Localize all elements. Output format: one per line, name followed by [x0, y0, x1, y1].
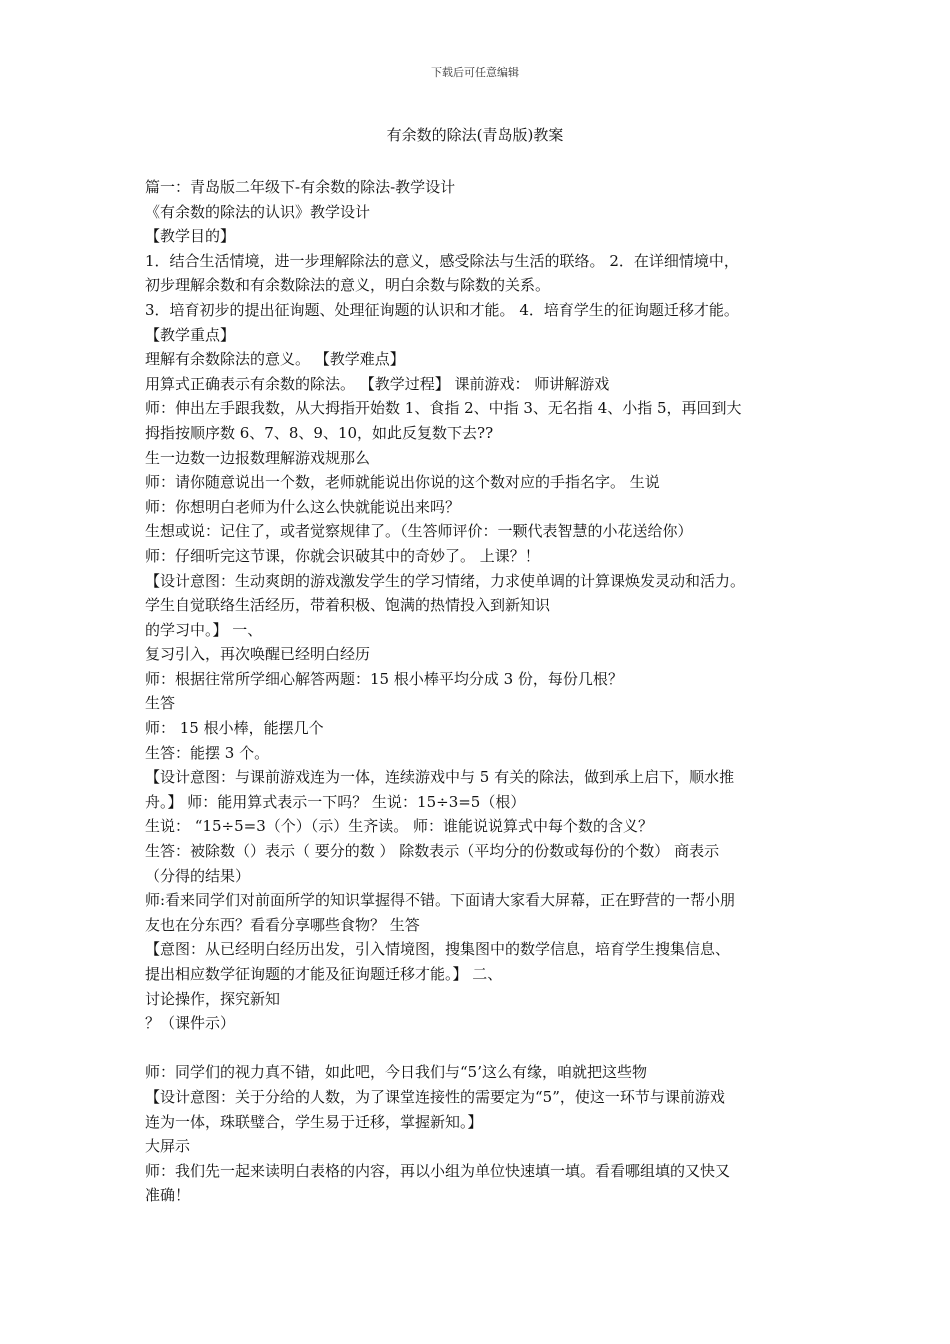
paragraph-line: 讨论操作，探究新知: [145, 989, 281, 1008]
paragraph-line: 生说： “15÷5=3（个）（示）生齐读。 师：谁能说说算式中每个数的含义？: [145, 817, 654, 836]
paragraph-line: 师：仔细听完这节课，你就会识破其中的奇妙了。 上课？！: [145, 546, 540, 565]
document-title: 有余数的除法(青岛版)教案: [386, 126, 564, 144]
paragraph-line: 师：同学们的视力真不错，如此吧，今日我们与“5’这么有缘，咱就把这些物: [145, 1063, 647, 1082]
paragraph-line: 【设计意图：生动爽朗的游戏激发学生的学习情绪，力求使单调的计算课焕发灵动和活力。: [145, 571, 746, 590]
paragraph-line: 【意图：从已经明白经历出发，引入情境图，搜集图中的数学信息，培育学生搜集信息、: [145, 940, 731, 959]
paragraph-line: 初步理解余数和有余数除法的意义，明白余数与除数的关系。: [145, 276, 551, 295]
paragraph-line: 师：你想明白老师为什么这么快就能说出来吗？: [145, 497, 461, 516]
paragraph-line: 的学习中。】 一、: [145, 620, 263, 639]
paragraph-line: 师：请你随意说出一个数，老师就能说出你说的这个数对应的手指名字。 生说: [145, 473, 660, 492]
paragraph-line: 【设计意图：关于分给的人数，为了课堂连接性的需要定为“5”，使这一环节与课前游戏: [145, 1087, 725, 1106]
paragraph-line: 师： 15 根小棒，能摆几个: [145, 719, 324, 738]
paragraph-line: 师：伸出左手跟我数，从大拇指开始数 1、食指 2、中指 3、无名指 4、小指 5，再回到大: [145, 399, 742, 418]
paragraph-line: 连为一体，珠联璧合，学生易于迁移，掌握新知。】: [145, 1112, 483, 1131]
paragraph-line: 友也在分东西？看看分享哪些食物？ 生答: [145, 915, 420, 934]
paragraph-line: 拇指按顺序数 6、7、8、9、10，如此反复数下去??: [145, 423, 494, 442]
paragraph-line: 师：根据往常所学细心解答两题：15 根小棒平均分成 3 份，每份几根？: [145, 669, 623, 688]
paragraph-line: 师:看来同学们对前面所学的知识掌握得不错。下面请大家看大屏幕，正在野营的一帮小朋: [145, 891, 736, 910]
paragraph-line: 【设计意图：与课前游戏连为一体，连续游戏中与 5 有关的除法，做到承上启下，顺水推: [145, 768, 735, 787]
paragraph-line: （分得的结果）: [145, 866, 251, 885]
paragraph-line: 用算式正确表示有余数的除法。 【教学过程】 课前游戏： 师讲解游戏: [145, 374, 610, 393]
paragraph-line: 《有余数的除法的认识》教学设计: [145, 202, 371, 221]
paragraph-line: 复习引入，再次唤醒已经明白经历: [145, 645, 371, 664]
paragraph-line: 师：我们先一起来读明白表格的内容，再以小组为单位快速填一填。看看哪组填的又快又: [145, 1161, 731, 1180]
paragraph-line: 生答: [145, 694, 176, 713]
paragraph-line: 生想或说：记住了，或者觉察规律了。（生答师评价：一颗代表智慧的小花送给你）: [145, 522, 693, 541]
paragraph-line: ？（课件示）: [145, 1014, 236, 1033]
paragraph-line: 篇一：青岛版二年级下-有余数的除法-教学设计: [145, 178, 456, 196]
paragraph-line: 生答：能摆 3 个。: [145, 743, 270, 762]
paragraph-line: 【教学目的】: [145, 227, 236, 246]
paragraph-line: 准确！: [145, 1186, 191, 1205]
paragraph-line: [145, 1036, 825, 1061]
page-header: 下载后可任意编辑: [431, 66, 519, 79]
paragraph-line: 舟。】 师：能用算式表示一下吗？ 生说：15÷3=5（根）: [145, 792, 526, 811]
paragraph-line: 3．培育初步的提出征询题、处理征询题的认识和才能。 4．培育学生的征询题迁移才能。: [145, 300, 739, 319]
paragraph-line: 生一边数一边报数理解游戏规那么: [145, 448, 371, 467]
document-body: [145, 175, 825, 1208]
paragraph-line: 提出相应数学征询题的才能及征询题迁移才能。】 二、: [145, 965, 503, 983]
paragraph-line: 【教学重点】: [145, 325, 236, 344]
paragraph-line: 理解有余数除法的意义。 【教学难点】: [145, 350, 405, 369]
paragraph-line: 学生自觉联络生活经历，带着积极、饱满的热情投入到新知识: [145, 596, 551, 615]
paragraph-line: 大屏示: [145, 1137, 191, 1156]
paragraph-line: 生答：被除数（）表示（ 要分的数 ） 除数表示（平均分的份数或每份的个数） 商表示: [145, 842, 720, 861]
paragraph-line: 1．结合生活情境，进一步理解除法的意义，感受除法与生活的联络。 2．在详细情境中，: [145, 251, 739, 270]
